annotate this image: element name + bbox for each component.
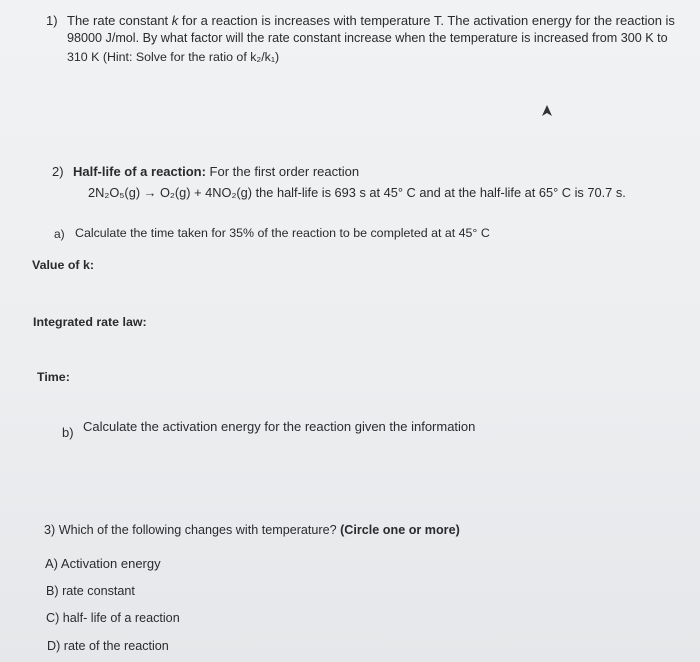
q3-question-text: 3) Which of the following changes with temperature? (44, 523, 341, 537)
q2-equation: 2N₂O₅(g) → O₂(g) + 4NO₂(g) the half-life is 693 s at 45° C and at the half-life at 65° C is 70.7 s. (88, 185, 626, 200)
q2-intro: For the first order reaction (205, 164, 360, 179)
q1-k-symbol: k (171, 13, 179, 28)
q2-heading-line (73, 164, 359, 179)
q1-line-1-b: for a reaction is increases with temperature T. The activation energy for the reaction is (178, 13, 675, 28)
q1-line-1-a: The rate constant (67, 13, 172, 28)
q3-instruction: (Circle one or more) (340, 523, 460, 537)
mouse-cursor-icon (541, 104, 553, 118)
q1-number: 1) (46, 13, 58, 28)
q1-line-1 (67, 13, 675, 28)
value-of-k-label: Value of k: (32, 258, 94, 272)
q3-question (44, 523, 460, 537)
q3-option-b: B) rate constant (46, 584, 135, 598)
q2-number: 2) (52, 164, 64, 179)
q2a-label: a) (54, 227, 65, 241)
q1-line-2: 98000 J/mol. By what factor will the rate constant increase when the temperature is increased from 300 K to (67, 31, 668, 45)
time-label: Time: (37, 370, 70, 384)
q3-option-d: D) rate of the reaction (47, 639, 169, 653)
q2b-text: Calculate the activation energy for the reaction given the information (83, 419, 476, 434)
q3-option-c: C) half- life of a reaction (46, 611, 180, 625)
integrated-rate-law-label: Integrated rate law: (33, 315, 147, 329)
q2a-text: Calculate the time taken for 35% of the reaction to be completed at at 45° C (75, 226, 490, 240)
q3-option-a: A) Activation energy (45, 556, 161, 571)
q2-heading: Half-life of a reaction: (73, 164, 206, 179)
q1-line-3: 310 K (Hint: Solve for the ratio of k₂/k₁) (67, 50, 280, 64)
q2b-label: b) (62, 425, 74, 440)
